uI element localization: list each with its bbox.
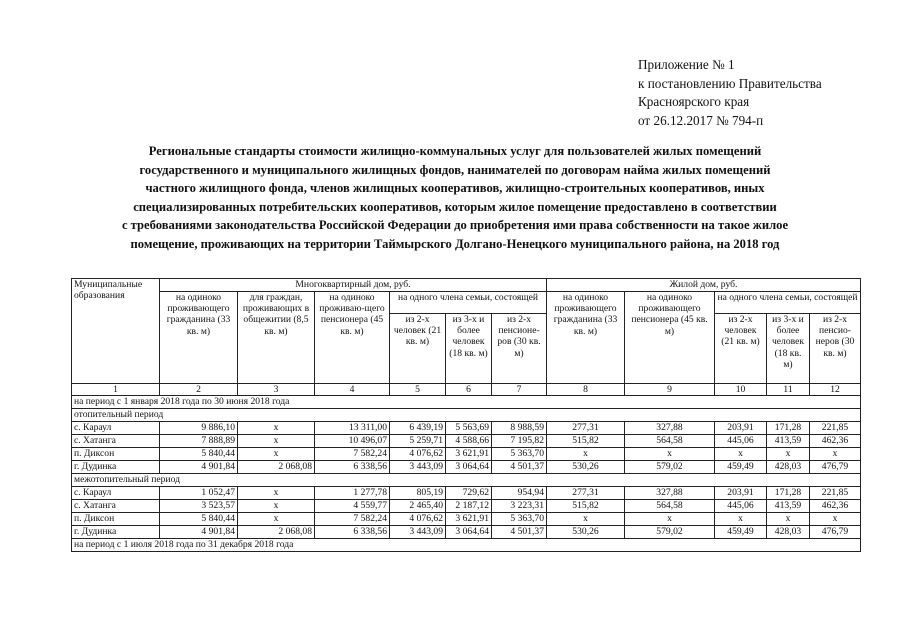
- value-cell: 171,28: [767, 487, 810, 500]
- value-cell: 5 840,44: [160, 513, 238, 526]
- value-cell: 4 901,84: [160, 526, 238, 539]
- value-cell: 10 496,07: [315, 435, 390, 448]
- value-cell: 564,58: [625, 435, 715, 448]
- municipality-cell: с. Караул: [72, 487, 160, 500]
- value-cell: 445,06: [715, 435, 767, 448]
- table-row: [72, 461, 861, 474]
- column-number: 6: [446, 384, 492, 396]
- municipality-cell: п. Диксон: [72, 448, 160, 461]
- value-cell: 327,88: [625, 487, 715, 500]
- value-cell: х: [238, 422, 315, 435]
- value-cell: 4 501,37: [492, 461, 547, 474]
- header-single-pensioner-house: на одиноко проживающего пенсионера (45 кв. м): [625, 292, 715, 384]
- header-apartment-group: Многоквартирный дом, руб.: [160, 279, 547, 292]
- value-cell: 413,59: [767, 435, 810, 448]
- value-cell: х: [625, 513, 715, 526]
- value-cell: х: [547, 448, 625, 461]
- appendix-block: [638, 56, 822, 130]
- value-cell: 445,06: [715, 500, 767, 513]
- value-cell: 6 338,56: [315, 461, 390, 474]
- value-cell: х: [625, 448, 715, 461]
- value-cell: 6 338,56: [315, 526, 390, 539]
- column-number: 10: [715, 384, 767, 396]
- appendix-line: от 26.12.2017 № 794-п: [638, 112, 764, 128]
- value-cell: 729,62: [446, 487, 492, 500]
- value-cell: 564,58: [625, 500, 715, 513]
- header-of-2-house: из 2-х человек (21 кв. м): [715, 314, 767, 384]
- value-cell: х: [767, 448, 810, 461]
- column-number: 12: [810, 384, 861, 396]
- header-municipal: Муниципальные образования: [72, 279, 160, 384]
- value-cell: 4 901,84: [160, 461, 238, 474]
- title-line: с требованиями законодательства Российской Федерации до приобретения ими права собственности на такое жилое: [121, 218, 789, 233]
- table-row: [72, 526, 861, 539]
- value-cell: 428,03: [767, 526, 810, 539]
- value-cell: 3 064,64: [446, 526, 492, 539]
- municipality-cell: с. Караул: [72, 422, 160, 435]
- title-line: помещение, проживающих на территории Таймырского Долгано-Ненецкого муниципального района, на 2018 год: [130, 236, 780, 251]
- value-cell: 277,31: [547, 422, 625, 435]
- value-cell: 2 187,12: [446, 500, 492, 513]
- value-cell: 3 064,64: [446, 461, 492, 474]
- value-cell: 327,88: [625, 422, 715, 435]
- value-cell: х: [238, 487, 315, 500]
- value-cell: 3 523,57: [160, 500, 238, 513]
- heating-period-row-label: отопительный период: [72, 409, 861, 422]
- value-cell: 954,94: [492, 487, 547, 500]
- appendix-line: Красноярского края: [638, 94, 750, 110]
- value-cell: 171,28: [767, 422, 810, 435]
- header-single-resident-house: на одиноко проживающего гражданина (33 кв. м): [547, 292, 625, 384]
- value-cell: 221,85: [810, 487, 861, 500]
- value-cell: х: [238, 448, 315, 461]
- value-cell: х: [238, 435, 315, 448]
- value-cell: х: [238, 500, 315, 513]
- value-cell: 5 363,70: [492, 448, 547, 461]
- column-number-row: [72, 384, 861, 396]
- title-line: государственного и муниципального жилищных фондов, нанимателей по договорам найма жилых помещений: [139, 162, 771, 177]
- column-number: 5: [390, 384, 446, 396]
- value-cell: 9 886,10: [160, 422, 238, 435]
- municipality-cell: с. Хатанга: [72, 435, 160, 448]
- municipality-cell: г. Дудинка: [72, 461, 160, 474]
- column-number: 3: [238, 384, 315, 396]
- value-cell: 530,26: [547, 526, 625, 539]
- value-cell: х: [715, 513, 767, 526]
- value-cell: 459,49: [715, 526, 767, 539]
- title-line: Региональные стандарты стоимости жилищно-коммунальных услуг для пользователей жилых помещений: [148, 144, 762, 158]
- value-cell: 5 840,44: [160, 448, 238, 461]
- column-number: 9: [625, 384, 715, 396]
- value-cell: 6 439,19: [390, 422, 446, 435]
- column-number: 7: [492, 384, 547, 396]
- period-row-2: [72, 539, 861, 552]
- header-of-2-pensioners: из 2-х пенсионе-ров (30 кв. м): [492, 314, 547, 384]
- value-cell: х: [715, 448, 767, 461]
- column-number: 2: [160, 384, 238, 396]
- document-title: [62, 142, 848, 254]
- table-row: [72, 435, 861, 448]
- value-cell: 579,02: [625, 461, 715, 474]
- value-cell: 1 277,78: [315, 487, 390, 500]
- value-cell: 4 076,62: [390, 448, 446, 461]
- value-cell: 7 195,82: [492, 435, 547, 448]
- value-cell: 3 443,09: [390, 526, 446, 539]
- header-of-3: из 3-х и более человек (18 кв. м): [446, 314, 492, 384]
- column-number: 4: [315, 384, 390, 396]
- value-cell: 3 621,91: [446, 513, 492, 526]
- value-cell: 476,79: [810, 461, 861, 474]
- value-cell: х: [767, 513, 810, 526]
- value-cell: 277,31: [547, 487, 625, 500]
- value-cell: 2 465,40: [390, 500, 446, 513]
- value-cell: 579,02: [625, 526, 715, 539]
- value-cell: 2 068,08: [238, 461, 315, 474]
- municipality-cell: п. Диксон: [72, 513, 160, 526]
- appendix-line: Приложение № 1: [638, 57, 735, 72]
- value-cell: 5 563,69: [446, 422, 492, 435]
- value-cell: 5 259,71: [390, 435, 446, 448]
- value-cell: 7 582,24: [315, 513, 390, 526]
- column-number: 11: [767, 384, 810, 396]
- header-family-member: на одного члена семьи, состоящей: [390, 292, 547, 314]
- appendix-line: к постановлению Правительства: [638, 75, 822, 91]
- heating-period-row: [72, 409, 861, 422]
- value-cell: 7 888,89: [160, 435, 238, 448]
- value-cell: 13 311,00: [315, 422, 390, 435]
- header-house-group: Жилой дом, руб.: [547, 279, 861, 292]
- value-cell: 428,03: [767, 461, 810, 474]
- value-cell: 462,36: [810, 435, 861, 448]
- header-single-pensioner: на одиноко проживаю-щего пенсионера (45 кв. м): [315, 292, 390, 384]
- value-cell: х: [810, 448, 861, 461]
- value-cell: 1 052,47: [160, 487, 238, 500]
- value-cell: 3 621,91: [446, 448, 492, 461]
- value-cell: х: [810, 513, 861, 526]
- title-line: специализированных потребительских кооперативов, которым жилое помещение предоставлено в соответствии: [133, 199, 777, 214]
- table-row: [72, 422, 861, 435]
- table-row: [72, 513, 861, 526]
- nonheating-period-row: [72, 474, 861, 487]
- header-single-resident: на одиноко проживающего гражданина (33 кв. м): [160, 292, 238, 384]
- column-number: 8: [547, 384, 625, 396]
- header-of-2: из 2-х человек (21 кв. м): [390, 314, 446, 384]
- table-body: [72, 384, 861, 552]
- value-cell: 4 559,77: [315, 500, 390, 513]
- value-cell: 8 988,59: [492, 422, 547, 435]
- header-of-2-pensioners-house: из 2-х пенсио-неров (30 кв. м): [810, 314, 861, 384]
- header-of-3-house: из 3-х и более человек (18 кв. м): [767, 314, 810, 384]
- value-cell: 805,19: [390, 487, 446, 500]
- value-cell: 3 443,09: [390, 461, 446, 474]
- title-line: частного жилищного фонда, членов жилищных кооперативов, жилищно-строительных кооперативов, иных: [145, 181, 765, 196]
- value-cell: 203,91: [715, 422, 767, 435]
- table-header: [72, 279, 861, 384]
- value-cell: 462,36: [810, 500, 861, 513]
- value-cell: 4 588,66: [446, 435, 492, 448]
- value-cell: х: [547, 513, 625, 526]
- value-cell: 4 501,37: [492, 526, 547, 539]
- header-family-member-house: на одного члена семьи, состоящей: [715, 292, 861, 314]
- table-row: [72, 500, 861, 513]
- header-dormitory: для граждан, проживающих в общежитии (8,5 кв. м): [238, 292, 315, 384]
- value-cell: 515,82: [547, 435, 625, 448]
- value-cell: х: [238, 513, 315, 526]
- table-row: [72, 487, 861, 500]
- column-number: 1: [72, 384, 160, 396]
- nonheating-period-row-label: межотопительный период: [72, 474, 861, 487]
- value-cell: 530,26: [547, 461, 625, 474]
- table-row: [72, 448, 861, 461]
- value-cell: 2 068,08: [238, 526, 315, 539]
- value-cell: 3 223,31: [492, 500, 547, 513]
- period-row-2-label: на период с 1 июля 2018 года по 31 декабря 2018 года: [72, 539, 861, 552]
- value-cell: 221,85: [810, 422, 861, 435]
- value-cell: 459,49: [715, 461, 767, 474]
- value-cell: 7 582,24: [315, 448, 390, 461]
- municipality-cell: с. Хатанга: [72, 500, 160, 513]
- period-row-label: на период с 1 января 2018 года по 30 июня 2018 года: [72, 396, 861, 409]
- value-cell: 203,91: [715, 487, 767, 500]
- standards-table: [71, 278, 861, 552]
- value-cell: 5 363,70: [492, 513, 547, 526]
- value-cell: 476,79: [810, 526, 861, 539]
- value-cell: 4 076,62: [390, 513, 446, 526]
- value-cell: 515,82: [547, 500, 625, 513]
- value-cell: 413,59: [767, 500, 810, 513]
- period-row: [72, 396, 861, 409]
- municipality-cell: г. Дудинка: [72, 526, 160, 539]
